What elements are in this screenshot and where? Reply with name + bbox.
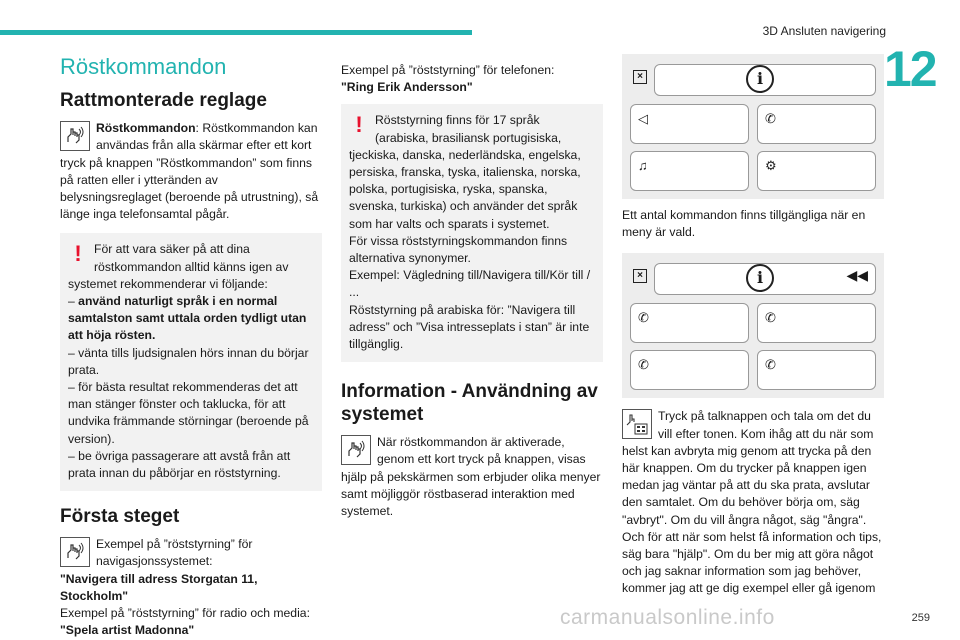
nav-menu-button[interactable]	[630, 104, 749, 144]
screen-top-bar	[630, 261, 876, 297]
note2-arabic: Röststyrning på arabiska för: ”Navigera till adress” och ”Visa intresseplats i stan” är inte tillgänglig.	[349, 302, 590, 352]
phone-example-command: "Ring Erik Andersson"	[341, 80, 473, 95]
first-step-media-text: Exempel på ”röststyrning” för radio och media:	[60, 606, 310, 621]
note1-intro: För att vara säker på att dina röstkommandon alltid känns igen av systemet rekommenderar vi följande:	[68, 242, 289, 291]
close-icon[interactable]: ×	[633, 70, 647, 84]
note2-synonyms: För vissa röststyrningskommandon finns alternativa synonymer.	[349, 233, 568, 266]
note2-text: Röststyrning finns för 17 språk (arabiska, brasiliansk portugisiska, tjeckiska, danska, nederländska, engelska, persiska, franska, tyska, italienska, norska, polska, portugisiska, ryska, spanska, svenska, turkiska) och använder det språk som har valts och sparats i systemet.	[349, 113, 581, 231]
phone-icon: ✆	[638, 357, 649, 373]
column-1	[60, 54, 322, 639]
close-icon[interactable]: ×	[633, 269, 647, 283]
note-recommendations	[60, 233, 322, 491]
screen-top-bar	[630, 62, 876, 98]
talk-button-icon	[622, 409, 652, 439]
info-icon[interactable]: i	[746, 264, 774, 292]
section-title: 3D Ansluten navigering	[762, 24, 886, 38]
heading-first-step: Första steget	[60, 506, 180, 528]
header-accent-bar	[0, 30, 472, 35]
info-block	[341, 434, 603, 520]
info-text: När röstkommandon är aktiverade, genom ett kort tryck på knappen, visas hjälp på pekskärmen som erbjuder olika menyer samt möjliggör röstbaserad interaktion med systemet.	[341, 435, 601, 519]
voice-menu-screen-2	[622, 253, 884, 398]
watermark: carmanualsonline.info	[560, 606, 775, 629]
voice-command-icon	[341, 435, 371, 465]
note1-bullet1: använd naturligt språk i en normal samtalston samt uttala orden tydligt utan att höja rösten.	[68, 294, 307, 343]
column-2	[341, 54, 603, 520]
chapter-number: 12	[884, 41, 936, 97]
voice-command-icon	[60, 537, 90, 567]
settings-icon: ⚙	[765, 158, 777, 173]
first-step-text: Exempel på ”röststyrning” för navigasjonssystemet:	[96, 537, 253, 569]
voice-command-text: Röstkommandon kan användas från alla skärmar efter ett kort tryck på knappen ”Röstkommandon” som finns på ratten eller i ytteränden av belysningsreglaget (beroende på utrustning), så länge inga telefonsamtal pågår.	[60, 121, 319, 222]
navigation-icon: ◁	[638, 111, 648, 126]
music-icon: ♫	[638, 158, 648, 173]
command-button[interactable]	[757, 303, 876, 343]
phone-icon: ✆	[765, 111, 776, 126]
voice-command-block	[60, 120, 322, 223]
command-button[interactable]	[630, 303, 749, 343]
phone-icon: ✆	[765, 357, 776, 373]
command-button[interactable]	[757, 350, 876, 390]
heading-information: Information - Användning av systemet	[341, 381, 598, 426]
page-title: Röstkommandon	[60, 54, 227, 79]
caption-commands: Ett antal kommandon finns tillgängliga när en meny är vald.	[622, 208, 866, 240]
talk-block	[622, 408, 884, 597]
phone-icon: ✆	[765, 310, 776, 326]
note2-example: Exempel: Vägledning till/Navigera till/Kör till / ...	[349, 268, 591, 300]
column-3	[622, 54, 884, 598]
back-icon[interactable]: ◀◀	[846, 267, 868, 284]
phone-menu-button[interactable]	[757, 104, 876, 144]
heading-steering-controls: Rattmonterade reglage	[60, 90, 267, 112]
note-languages	[341, 104, 603, 362]
warning-icon: !	[355, 112, 363, 138]
voice-command-colon: :	[195, 121, 199, 136]
phone-example-text: Exempel på ”röststyrning” för telefonen:	[341, 63, 555, 77]
talk-text: Tryck på talknappen och tala om det du vill efter tonen. Kom ihåg att du när som helst kan avbryta mig genom att trycka på den här knappen. Om du trycker på knappen igen medan jag väntar på att du ska prata, avslutar den samtalet. Om du behöver börja om, säg "avbryt". Om du vill ångra något, säg "ångra". Och för att när som helst få information och tips, säg bara "hjälp". Om du ber mig att göra något och jag saknar information som jag behöver, kommer jag att ge dig exempel eller gå igenom	[622, 409, 882, 596]
music-menu-button[interactable]	[630, 151, 749, 191]
first-step-block	[60, 536, 322, 639]
note1-bullet2: – vänta tills ljudsignalen hörs innan du börjar prata.	[68, 345, 309, 377]
voice-command-icon	[60, 121, 90, 151]
first-step-nav-command: "Navigera till adress Storgatan 11, Stockholm"	[60, 571, 258, 603]
first-step-media-command: "Spela artist Madonna"	[60, 623, 195, 638]
page-number: 259	[911, 612, 930, 624]
info-icon[interactable]: i	[746, 65, 774, 93]
warning-icon: !	[74, 241, 82, 267]
voice-menu-screen-1	[622, 54, 884, 199]
note1-bullet1-dash: –	[68, 294, 79, 309]
voice-command-label: Röstkommandon	[96, 121, 196, 136]
phone-icon: ✆	[638, 310, 649, 326]
command-button[interactable]	[630, 350, 749, 390]
settings-menu-button[interactable]	[757, 151, 876, 191]
note1-bullet4: – be övriga passagerare att avstå från att prata innan du påbörjar en röststyrning.	[68, 448, 291, 481]
note1-bullet3: – för bästa resultat rekommenderas det att man stänger fönster och taklucka, för att undvika främmande störningar (beroende på version).	[68, 380, 309, 446]
